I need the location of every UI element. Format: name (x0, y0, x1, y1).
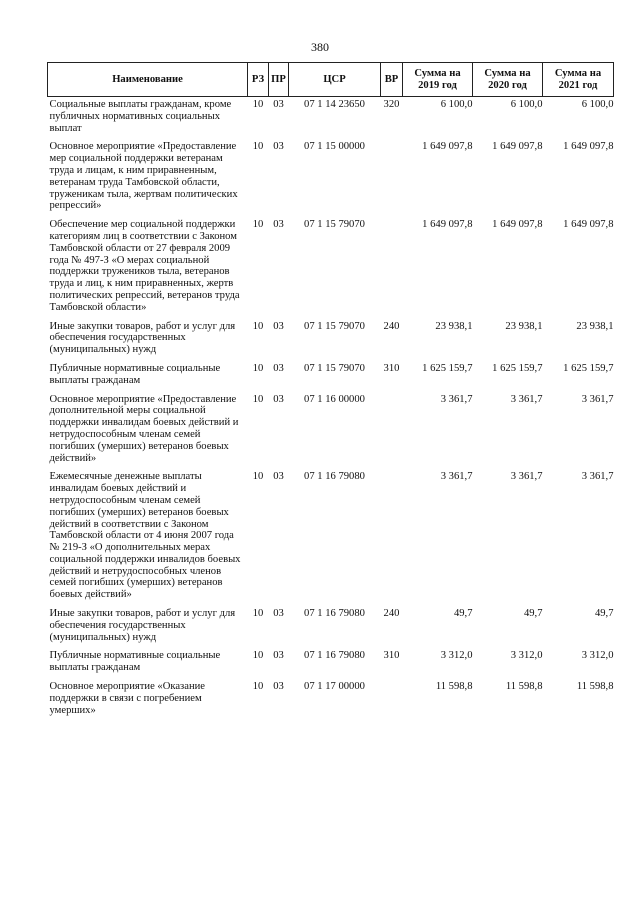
row-sum-2021: 11 598,8 (576, 681, 614, 693)
row-name: Публичные нормативные социальные выплаты гражданам (49, 362, 221, 386)
row-pr: 03 (273, 393, 284, 405)
page-number: 380 (311, 40, 329, 54)
row-sum-2020: 3 361,7 (510, 471, 543, 483)
table-row (48, 394, 614, 472)
row-vr (381, 471, 403, 608)
row-sum-2020: 1 649 097,8 (492, 141, 543, 153)
header-sum-2019: Сумма на 2019 год (403, 63, 473, 97)
row-csr: 07 1 17 00000 (304, 681, 365, 693)
row-sum-2021: 1 625 159,7 (563, 362, 614, 374)
row-vr (381, 141, 403, 219)
row-name: Ежемесячные денежные выплаты инвалидам боевых действий и нетрудоспособным членам семей погибших (умерших) ветеранов боевых действий в соответствии с Законом Тамбовской области от 4 июня 2007 года № 219-З «О дополнительных мерах социальной поддержки инвалидов боевых действий и нетрудоспособных членов семей погибших (умерших) ветеранов боевых действий» (49, 471, 241, 601)
row-rz: 10 (252, 219, 264, 231)
table-row (48, 650, 614, 681)
row-rz: 10 (252, 393, 264, 405)
row-vr: 310 (383, 650, 400, 662)
row-sum-2020: 3 361,7 (510, 393, 543, 405)
row-sum-2019: 1 649 097,8 (422, 219, 473, 231)
header-pr: ПР (269, 63, 289, 97)
row-sum-2020: 1 625 159,7 (492, 362, 543, 374)
row-sum-2019: 6 100,0 (440, 99, 473, 110)
row-rz: 10 (252, 471, 264, 483)
row-name: Основное мероприятие «Предоставление мер социальной поддержки ветеранам труда и лицам, к ним приравненным, ветеранам труда Тамбовской области, труженикам тыла, жертвам политических репрессий» (49, 141, 238, 212)
row-name: Основное мероприятие «Оказание поддержки в связи с погребением умерших» (49, 681, 205, 716)
row-vr: 320 (383, 99, 400, 110)
row-vr (381, 394, 403, 472)
row-sum-2020: 3 312,0 (510, 650, 543, 662)
table-row (48, 681, 614, 723)
row-csr: 07 1 16 79080 (304, 650, 365, 662)
table-row (48, 608, 614, 650)
table-row (48, 321, 614, 363)
budget-table (47, 62, 614, 723)
header-vr: ВР (381, 63, 403, 97)
row-sum-2021: 49,7 (594, 608, 614, 620)
row-csr: 07 1 16 79080 (304, 608, 365, 620)
row-sum-2019: 1 649 097,8 (422, 141, 473, 153)
row-rz: 10 (252, 141, 264, 153)
row-sum-2021: 3 312,0 (581, 650, 614, 662)
row-csr: 07 1 15 79070 (304, 320, 365, 332)
row-sum-2019: 49,7 (453, 608, 473, 620)
row-rz: 10 (252, 99, 264, 110)
table-row (48, 363, 614, 394)
row-pr: 03 (273, 320, 284, 332)
row-vr: 240 (383, 608, 400, 620)
row-pr: 03 (273, 141, 284, 153)
row-name: Иные закупки товаров, работ и услуг для обеспечения государственных (муниципальных) нужд (49, 608, 236, 643)
row-name: Иные закупки товаров, работ и услуг для обеспечения государственных (муниципальных) нужд (49, 320, 236, 356)
row-rz: 10 (252, 681, 264, 693)
row-sum-2019: 23 938,1 (435, 320, 473, 332)
table-row (48, 97, 614, 142)
row-vr: 240 (383, 320, 400, 332)
row-rz: 10 (252, 608, 264, 620)
row-sum-2021: 3 361,7 (581, 471, 614, 483)
row-sum-2021: 6 100,0 (581, 99, 614, 110)
row-name: Публичные нормативные социальные выплаты гражданам (49, 650, 221, 674)
row-sum-2020: 11 598,8 (505, 681, 543, 693)
row-sum-2020: 1 649 097,8 (492, 219, 543, 231)
row-csr: 07 1 16 79080 (304, 471, 365, 483)
row-sum-2019: 1 625 159,7 (422, 362, 473, 374)
row-pr: 03 (273, 219, 284, 231)
table-row (48, 219, 614, 320)
table-row (48, 471, 614, 608)
row-sum-2021: 23 938,1 (576, 320, 614, 332)
row-sum-2021: 1 649 097,8 (563, 219, 614, 231)
row-csr: 07 1 15 79070 (304, 362, 365, 374)
row-csr: 07 1 14 23650 (304, 99, 365, 110)
row-sum-2019: 3 312,0 (440, 650, 473, 662)
row-vr (381, 681, 403, 723)
row-vr (381, 219, 403, 320)
row-rz: 10 (252, 362, 264, 374)
row-pr: 03 (273, 608, 284, 620)
row-name: Основное мероприятие «Предоставление дополнительной меры социальной поддержки инвалидам боевых действий и нетрудоспособным членам семей погибших (умерших) ветеранов боевых действий» (49, 393, 239, 464)
row-name: Социальные выплаты гражданам, кроме публичных нормативных социальных выплат (49, 99, 232, 134)
table-body (48, 97, 614, 724)
header-rz: РЗ (248, 63, 269, 97)
row-sum-2020: 49,7 (523, 608, 543, 620)
row-pr: 03 (273, 362, 284, 374)
row-csr: 07 1 16 00000 (304, 393, 365, 405)
row-pr: 03 (273, 681, 284, 693)
row-rz: 10 (252, 320, 264, 332)
header-name: Наименование (48, 63, 248, 97)
header-sum-2021: Сумма на 2021 год (543, 63, 614, 97)
row-pr: 03 (273, 471, 284, 483)
row-sum-2021: 3 361,7 (581, 393, 614, 405)
row-sum-2019: 3 361,7 (440, 393, 473, 405)
row-csr: 07 1 15 79070 (304, 219, 365, 231)
row-sum-2019: 3 361,7 (440, 471, 473, 483)
table-row (48, 141, 614, 219)
row-name: Обеспечение мер социальной поддержки категориям лиц в соответствии с Законом Тамбовской области от 27 февраля 2009 года № 497-З «О мерах социальной поддержки тружеников тыла, ветеранов труда и лиц, к ним приравненных, жертв политических репрессий, ветеранов труда Тамбовской области» (49, 219, 240, 313)
row-csr: 07 1 15 00000 (304, 141, 365, 153)
row-sum-2021: 1 649 097,8 (563, 141, 614, 153)
row-rz: 10 (252, 650, 264, 662)
table-header-row (48, 63, 614, 97)
row-pr: 03 (273, 99, 284, 110)
row-vr: 310 (383, 362, 400, 374)
row-sum-2019: 11 598,8 (435, 681, 473, 693)
row-sum-2020: 6 100,0 (510, 99, 543, 110)
header-csr: ЦСР (289, 63, 381, 97)
row-sum-2020: 23 938,1 (505, 320, 543, 332)
header-sum-2020: Сумма на 2020 год (473, 63, 543, 97)
row-pr: 03 (273, 650, 284, 662)
